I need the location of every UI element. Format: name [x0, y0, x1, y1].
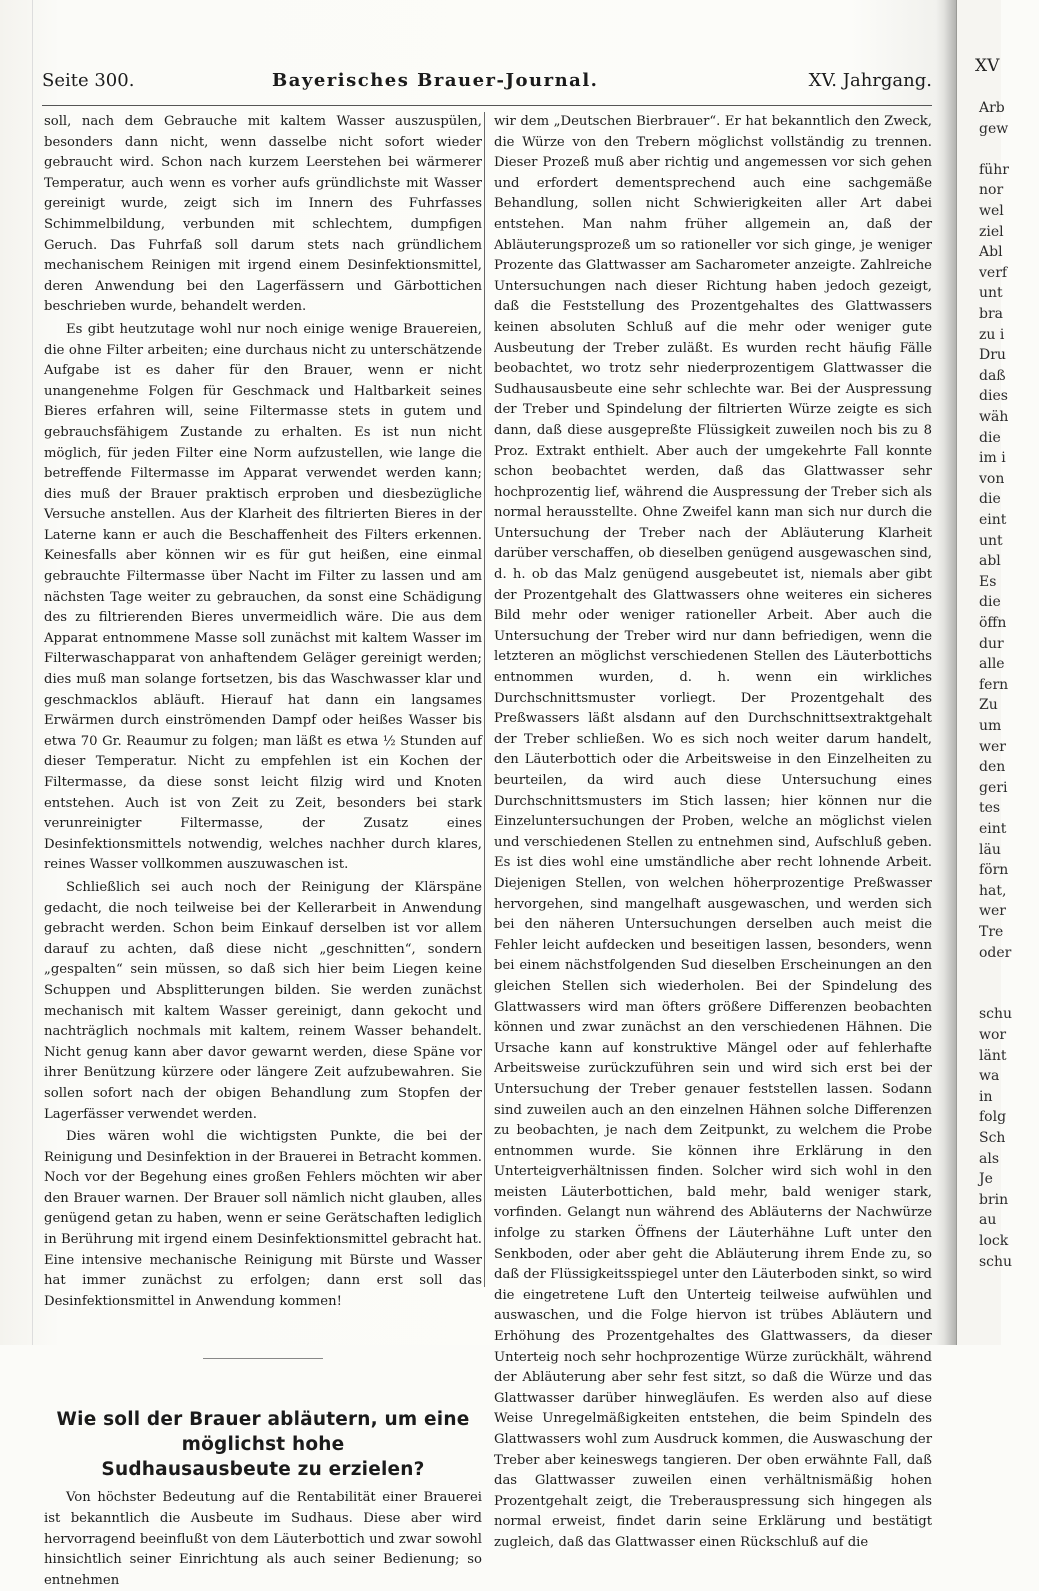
header-rule	[42, 105, 932, 106]
article-heading	[44, 1407, 482, 1482]
adjacent-page-line: wer	[979, 738, 1006, 755]
paragraph: wir dem „Deutschen Bierbrauer“. Er hat bekanntlich den Zweck, die Würze von den Trebern möglichst vollständig zu trennen. Dieser Prozeß muß aber richtig und angemessen vor sich gehen und erfordert dementsprechend auch eine sachgemäße Behandlung, sollen nicht Schwierigkeiten aller Art dabei entstehen. Man nahm früher allgemein an, daß der Abläuterungsprozeß um so rationeller vor sich ginge, je weniger Prozente das Glattwasser am Sacharometer anzeigte. Zahlreiche Untersuchungen nach dieser Richtung haben jedoch gezeigt, daß die Feststellung des Prozentgehaltes des Glattwassers keinen absoluten Schluß auf die mehr oder weniger gute Ausbeutung der Treber zuläßt. Es wurden recht häufig Fälle beobachtet, wo trotz sehr niederprozentigem Glattwasser die Sudhausausbeute eine sehr schlechte war. Bei der Auspressung der Treber und Spindelung der filtrierten Würze zeigte es sich dann, daß diese ausgepreßte Flüssigkeit zuweilen noch bis zu 8 Proz. Extrakt enthielt. Aber auch der umgekehrte Fall konnte schon beobachtet werden, daß das Glattwasser sehr hochprozentig lief, während die Auspressung der Treber sich als normal herausstellte. Ohne Zweifel kann man sich nur durch die Untersuchung der Treber nach der Abläuterung Klarheit darüber verschaffen, ob dieselben genügend ausgewaschen sind, d. h. ob das Malz genügend ausgebeutet ist, niemals aber gibt der Prozentgehalt des Glattwassers ohne weiteres ein sicheres Bild mehr oder weniger rationeller Arbeit. Aber auch die Untersuchung der Treber wird nur dann befriedigen, wenn die letzteren an möglichst verschiedenen Stellen des Läuterbottichs entnommen wurden, d. h. wenn ein wirkliches Durchschnittsmuster vorliegt. Der Prozentgehalt des Preßwassers läßt alsdann auf den Durchschnittsextraktgehalt der Treber schließen. Wo es sich noch weiter darum handelt, den Läuterbottich oder die Arbeitsweise in den Einzelheiten zu beurteilen, da wird auch diese Untersuchung eines Durchschnittsmusters im Stich lassen; hier können nur die Einzeluntersuchungen der Proben, welche an möglichst vielen und verschiedenen Stellen zu entnehmen sind, Aufschluß geben. Es ist dies wohl eine umständliche aber recht lohnende Arbeit. Diejenigen Stellen, von welchen höherprozentige Preßwasser hervorgehen, sind mangelhaft ausgewaschen, und werden sich bei den näheren Untersuchungen derselben auch meist die Fehler leicht aufdecken und beseitigen lassen, besonders, wenn bei einem nächstfolgenden Sud dieselben Erscheinungen an den gleichen Stellen sich wiederholen. Bei der Spindelung des Glattwassers wird man öfters größere Differenzen beobachten können und zwar zunächst an den verschiedenen Hähnen. Die Ursache kann auf konstruktive Mängel oder auf fehlerhafte Arbeitsweise zurückzuführen sein und wird sich erst bei der Untersuchung der Treber genauer feststellen lassen. Sodann sind zuweilen auch an den einzelnen Hähnen solche Differenzen zu beobachten, je nach dem Zeitpunkt, zu welchem die Probe entnommen wurde. Sie können ihre Erklärung in den Unterteigverhältnissen finden. Solcher wird sich wohl in den meisten Läuterbottichen, bald mehr, bald weniger stark, vorfinden. Gelangt nun während des Abläuterns der Nachwürze infolge zu starken Öffnens der Läuterhähne Luft unter den Senkboden, oder aber geht die Abläuterung ihrem Ende zu, so daß der Flüssigkeitsspiegel unter den Läuterboden sinkt, so wird die eingetretene Luft den Unterteig teilweise aufwühlen und auswaschen, und die Folge hiervon ist trübes Abläutern und Erhöhung des Prozentgehaltes des Glattwassers, da dieser Unterteig noch sehr hochprozentige Würze zurückhält, während der Abläuterung aber sehr fest sitzt, so daß die Würze und das Glattwasser darüber hinwegläufen. Es werden also auf diese Weise Unregelmäßigkeiten entstehen, die beim Spindeln des Glattwassers wohl zum Ausdruck kommen, die Auswaschung der Treber aber keineswegs tangieren. Der oben erwähnte Fall, daß das Glattwasser zuweilen einen verhältnismäßig hohen Prozentgehalt zeigt, die Treberauspressung sich hingegen als normal erweist, findet darin seine Erklärung und bestätigt zugleich, daß das Glattwasser einen Rückschluß auf die	[494, 114, 932, 1550]
adjacent-page-line: öffn	[979, 615, 1007, 631]
adjacent-page-line: Es	[979, 573, 997, 590]
adjacent-page-line: wäh	[979, 409, 1009, 425]
adjacent-page-line: Dru	[979, 347, 1006, 364]
adjacent-page-line: läu	[979, 841, 1001, 858]
adjacent-page-line: Abl	[979, 244, 1003, 261]
adjacent-page-line: lock	[979, 1233, 1009, 1249]
adjacent-page-line: wor	[979, 1027, 1007, 1043]
adjacent-page-line: dur	[979, 635, 1004, 652]
adjacent-page-line: die	[979, 491, 1001, 508]
paragraph: Es gibt heutzutage wohl nur noch einige wenige Brauereien, die ohne Filter arbeiten; eine durchaus nicht zu unterschätzende Aufgabe ist es daher für den Brauer, wenn er nicht unangenehme Folgen für Geschmack und Haltbarkeit seines Bieres erfahren will, seine Filtermasse stets in gutem und gebrauchsfähigem Zustande zu erhalten. Es ist nun nicht möglich, für jeden Filter eine Norm aufzustellen, wie lange die betreffende Filtermasse im Apparat verwendet werden kann; dies muß der Brauer praktisch erproben und diesbezügliche Versuche anstellen. Aus der Klarheit des filtrierten Bieres in der Laterne kann er auch die Beschaffenheit des Filters erkennen. Keinesfalls aber können wir es für gut heißen, eine einmal gebrauchte Filtermasse über Nacht im Filter zu lassen und am nächsten Tage weiter zu gebrauchen, da sonst eine Schädigung des zu filtrierenden Bieres unvermeidlich wäre. Die aus dem Apparat entnommene Masse soll zunächst mit kaltem Wasser im Filterwaschapparat von anhaftendem Geläger gereinigt werden; dies muß man solange fortsetzen, bis das Waschwasser klar und geschmacklos abläuft. Hierauf hat dann ein langsames Erwärmen durch einströmenden Dampf oder heißes Wasser bis etwa 70 Gr. Reaumur zu folgen; man läßt es etwa ½ Stunden auf dieser Temperatur. Nicht zu empfehlen ist ein Kochen der Filtermasse, da diese sonst leicht filzig wird und Knoten entstehen. Auch ist von Zeit zu Zeit, besonders bei stark verunreinigter Filtermasse, der Zusatz eines Desinfektionsmittels notwendig, welches nachher durch klares, reines Wasser vollkommen auszuwaschen ist.	[44, 321, 482, 873]
adjacent-page-line: im i	[979, 450, 1006, 467]
adjacent-page-line: alle	[979, 656, 1005, 673]
adjacent-page-line: wel	[979, 203, 1004, 219]
paragraph: Dies wären wohl die wichtigsten Punkte, die bei der Reinigung und Desinfektion in der Brauerei in Betracht kommen. Noch vor der Begehung eines großen Fehlers möchten wir aber den Brauer warnen. Der Brauer soll nämlich nicht glauben, alles genügend getan zu haben, wenn er seine Gerätschaften lediglich in Berührung mit irgend einem Desinfektionsmittel gebracht hat. Eine intensive mechanische Reinigung mit Bürste und Wasser hat immer zunächst zu erfolgen; dann erst soll das Desinfektionsmittel in Anwendung kommen!	[44, 1129, 483, 1309]
adjacent-page-line: den	[979, 759, 1006, 776]
adjacent-page-line: Je	[979, 1171, 993, 1188]
adjacent-page-line: nor	[979, 182, 1004, 199]
adjacent-page-fragment	[956, 0, 1013, 1345]
adjacent-page-line: folg	[979, 1109, 1007, 1126]
adjacent-page-line: Sch	[979, 1130, 1006, 1146]
adjacent-page-line: wer	[979, 903, 1006, 920]
article-heading-line: Wie soll der Brauer abläutern, um eine möglichst hohe	[56, 1409, 470, 1456]
column-divider	[484, 112, 485, 1287]
adjacent-page-line: unt	[979, 285, 1003, 302]
binding-shadow	[936, 0, 956, 1345]
page-number: Seite 300.	[42, 70, 135, 91]
adjacent-page-line: Arb	[979, 100, 1005, 116]
adjacent-page-line: länt	[979, 1047, 1007, 1064]
adjacent-page-header: XV	[975, 56, 1000, 76]
adjacent-page-line: schu	[979, 1253, 1013, 1270]
adjacent-page-line: gew	[979, 120, 1009, 137]
adjacent-page-line: eint	[979, 821, 1007, 837]
adjacent-page-line: von	[979, 470, 1005, 487]
adjacent-page-line: Tre	[979, 924, 1004, 940]
paragraph: Von höchster Bedeutung auf die Rentabilität einer Brauerei ist bekanntlich die Ausbeute im Sudhaus. Diese aber wird hervorragend beeinflußt von dem Läuterbottich und zwar sowohl hinsichtlich seiner Einrichtung als auch seiner Bedienung; so entnehmen	[44, 1490, 482, 1588]
adjacent-page-line: förn	[979, 862, 1009, 879]
adjacent-page-line: zu i	[979, 326, 1005, 343]
right-column	[494, 112, 932, 1554]
adjacent-page-line: oder	[979, 944, 1012, 961]
volume-label: XV. Jahrgang.	[808, 70, 932, 91]
page-edge	[32, 0, 33, 1345]
adjacent-page-line: schu	[979, 1006, 1013, 1023]
adjacent-page-line: daß	[979, 367, 1006, 384]
adjacent-page-line: geri	[979, 779, 1008, 796]
paragraph: soll, nach dem Gebrauche mit kaltem Wasser auszuspülen, besonders dann nicht, wenn dasselbe nicht sofort wieder gebraucht wird. Schon nach kurzem Leerstehen bei wärmerer Temperatur, auch wenn es vorher aufs gründlichste mit Wasser gereinigt wurde, zeigt sich im Innern des Fuhrfasses Schimmelbildung, verbunden mit schlechtem, dumpfigen Geruch. Das Fuhrfaß soll darum stets nach gründlichem mechanischem Reinigen mit irgend einem Desinfektionsmittel, deren Anwendung bei den Lagerfässern und Gärbottichen beschrieben wurde, behandelt werden.	[44, 114, 482, 315]
page-header	[42, 70, 932, 100]
adjacent-page-line: wa	[979, 1068, 1000, 1085]
adjacent-page-line: die	[979, 594, 1001, 611]
adjacent-page-line: Zu	[979, 697, 998, 714]
left-column	[44, 112, 482, 1591]
adjacent-page-line: die	[979, 429, 1001, 446]
adjacent-page-line: in	[979, 1088, 993, 1105]
paragraph: Schließlich sei auch noch der Reinigung der Klärspäne gedacht, die noch teilweise bei der Kellerarbeit in Anwendung gebracht werden. Schon beim Einkauf derselben ist vor allem darauf zu achten, daß diese nicht „geschnitten“, sondern „gespalten“ sein müssen, so daß sich hier beim Liegen keine Schuppen und Absplitterungen bilden. Sie werden zunächst mechanisch mit kaltem Wasser gereinigt, dann gekocht und nachträglich nochmals mit kaltem, reinem Wasser behandelt. Nicht genug kann aber davor gewarnt werden, diese Späne vor ihrer Benützung kürzere oder längere Zeit aufzubewahren. Sie sollen sofort nach der obigen Behandlung zum Stopfen der Lagerfässer verwendet werden.	[44, 879, 482, 1122]
journal-title: Bayerisches Brauer-Journal.	[272, 70, 599, 91]
adjacent-page-line: au	[979, 1212, 997, 1229]
adjacent-page-line: dies	[979, 388, 1008, 405]
adjacent-page-line: als	[979, 1150, 1000, 1167]
adjacent-page-line: brin	[979, 1191, 1009, 1208]
adjacent-page-line: eint	[979, 512, 1007, 528]
article-heading-line: Sudhausausbeute zu erzielen?	[101, 1459, 425, 1481]
adjacent-page-line: tes	[979, 800, 1001, 817]
adjacent-page-line: ziel	[979, 223, 1004, 240]
section-separator	[203, 1358, 323, 1359]
adjacent-page-line: hat,	[979, 882, 1007, 899]
adjacent-page-line: um	[979, 718, 1002, 734]
adjacent-page-line: führ	[979, 161, 1009, 178]
adjacent-page-line: unt	[979, 532, 1003, 549]
adjacent-page-line: fern	[979, 676, 1009, 693]
adjacent-page-line: bra	[979, 306, 1004, 322]
adjacent-page-line: verf	[979, 264, 1008, 281]
adjacent-page-line: abl	[979, 553, 1001, 570]
